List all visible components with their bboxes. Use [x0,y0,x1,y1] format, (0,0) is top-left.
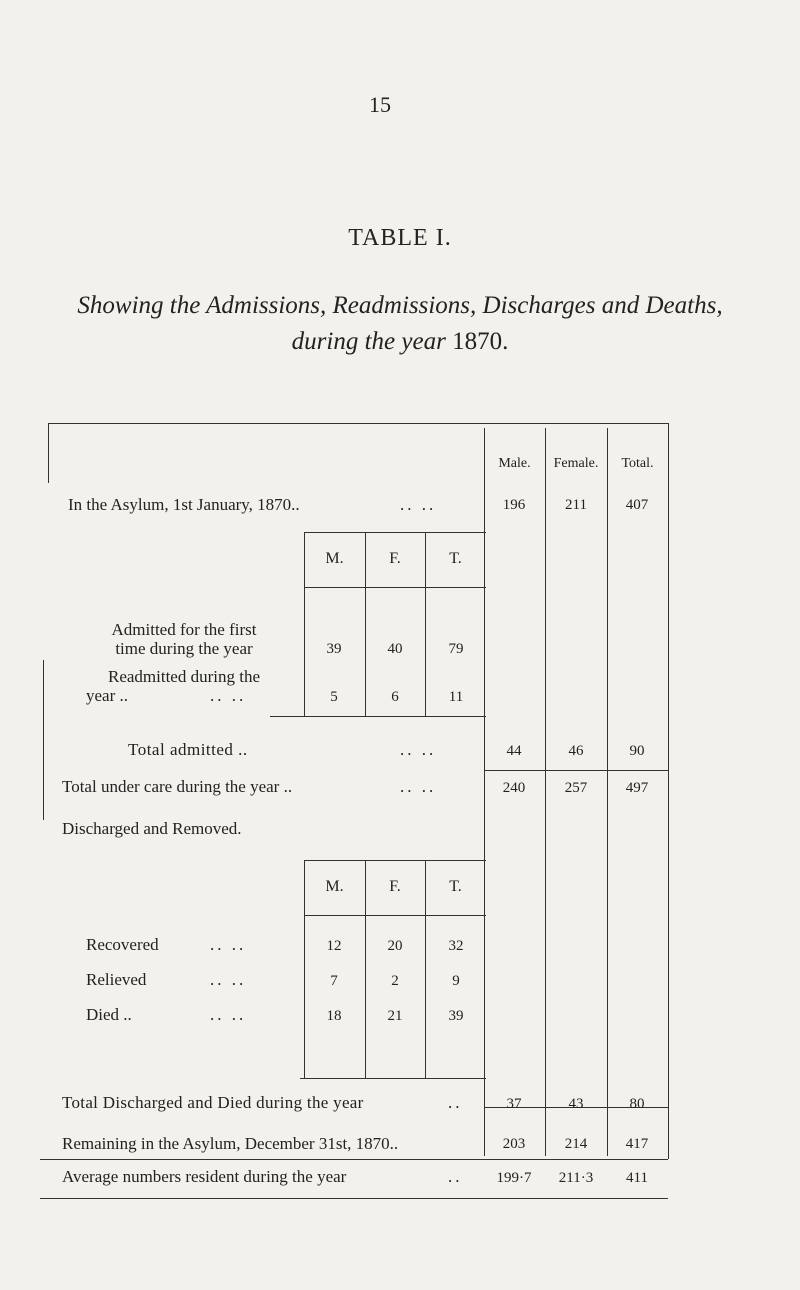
cell-total-admitted-male: 44 [506,743,522,759]
admissions-subtable-header-rule [304,587,486,588]
cell-relieved-m: 7 [330,973,338,989]
cell-average-male: 199·7 [496,1170,532,1186]
row-average: Average numbers resident during the year [62,1167,347,1186]
table-subtitle-line1: Showing the Admissions, Readmissions, Discharges and Deaths, [77,292,723,319]
cell-admitted-first-f: 40 [387,641,403,657]
leader-dots: .. .. [210,970,247,989]
cell-readmitted-m: 5 [330,689,338,705]
cell-average-total: 411 [626,1170,648,1186]
cell-total-under-care-female: 257 [564,780,588,796]
cell-died-t: 39 [448,1008,464,1024]
total-admitted-rule [484,770,668,771]
cell-total-discharged-total: 80 [629,1096,645,1112]
table-subtitle-line2 [0,328,800,356]
table-left-rule [48,423,49,483]
table-left-rule-lower [43,660,44,820]
cell-recovered-f: 20 [387,938,403,954]
cell-average-female: 211·3 [558,1170,594,1186]
row-relieved: Relieved [86,970,147,989]
cell-total-discharged-male: 37 [506,1096,522,1112]
discharge-subtable-top [304,860,486,861]
leader-dots: .. .. [210,935,247,954]
cell-readmitted-t: 11 [448,689,464,705]
row-recovered: Recovered [86,935,159,954]
discharge-subtable-bottom [300,1078,486,1079]
cell-in-asylum-female: 211 [565,497,587,513]
table-bottom-rule [40,1159,668,1160]
cell-remaining-male: 203 [502,1136,526,1152]
cell-admitted-first-t: 79 [448,641,464,657]
row-readmitted-line1: Readmitted during the [107,667,261,686]
row-admitted-first-line2: time during the year [115,639,253,658]
cell-recovered-t: 32 [448,938,464,954]
cell-recovered-m: 12 [326,938,342,954]
cell-died-f: 21 [387,1008,403,1024]
leader-dots: .. .. [210,1005,247,1024]
cell-in-asylum-total: 407 [625,497,649,513]
cell-total-under-care-male: 240 [502,780,526,796]
subtitle-prefix: during the year [291,328,446,355]
table-right-rule [668,423,669,1159]
subheader-admissions-t: T. [449,550,462,567]
section-heading-discharged: Discharged and Removed. [62,819,242,838]
cell-relieved-t: 9 [452,973,460,989]
row-remaining: Remaining in the Asylum, December 31st, 1870.. [62,1134,399,1153]
row-total-under-care: Total under care during the year .. [62,777,293,796]
row-readmitted-line2: year .. [86,686,129,705]
cell-remaining-total: 417 [625,1136,649,1152]
cell-total-admitted-total: 90 [629,743,645,759]
subheader-admissions-m: M. [325,550,344,567]
admissions-subtable-bottom [270,716,486,717]
leader-dots: .. .. [400,740,437,759]
row-total-admitted: Total admitted .. [128,740,248,759]
leader-dots: .. .. [210,686,247,705]
admissions-subtable-top [304,532,486,533]
table-top-rule [48,423,668,424]
row-label: In the Asylum, 1st January, 1870.. [68,495,300,514]
cell-total-admitted-female: 46 [568,743,584,759]
row-total-discharged: Total Discharged and Died during the year [62,1093,364,1112]
leader-dots: .. .. [400,777,437,796]
subheader-admissions-f: F. [389,550,401,567]
cell-admitted-first-m: 39 [326,641,342,657]
table-title: TABLE I. [348,225,452,251]
cell-total-under-care-total: 497 [625,780,649,796]
cell-relieved-f: 2 [391,973,399,989]
table-final-rule [40,1198,668,1199]
header-female: Female. [553,456,599,471]
leader-dots: .. [448,1093,463,1112]
cell-remaining-female: 214 [564,1136,588,1152]
cell-readmitted-f: 6 [391,689,399,705]
subheader-discharge-m: M. [325,878,344,895]
subheader-discharge-f: F. [389,878,401,895]
discharge-subtable-header-rule [304,915,486,916]
leader-dots: .. .. [400,495,437,514]
row-died: Died .. [86,1005,132,1024]
cell-died-m: 18 [326,1008,342,1024]
row-in-asylum [68,495,300,515]
subheader-discharge-t: T. [449,878,462,895]
row-admitted-first-line1: Admitted for the first [111,620,257,639]
cell-in-asylum-male: 196 [502,497,526,513]
leader-dots: .. [448,1167,463,1186]
cell-total-discharged-female: 43 [568,1096,584,1112]
header-total: Total. [621,456,654,471]
header-male: Male. [498,456,531,471]
subtitle-year: 1870. [452,328,509,355]
page-number: 15 [369,92,391,117]
